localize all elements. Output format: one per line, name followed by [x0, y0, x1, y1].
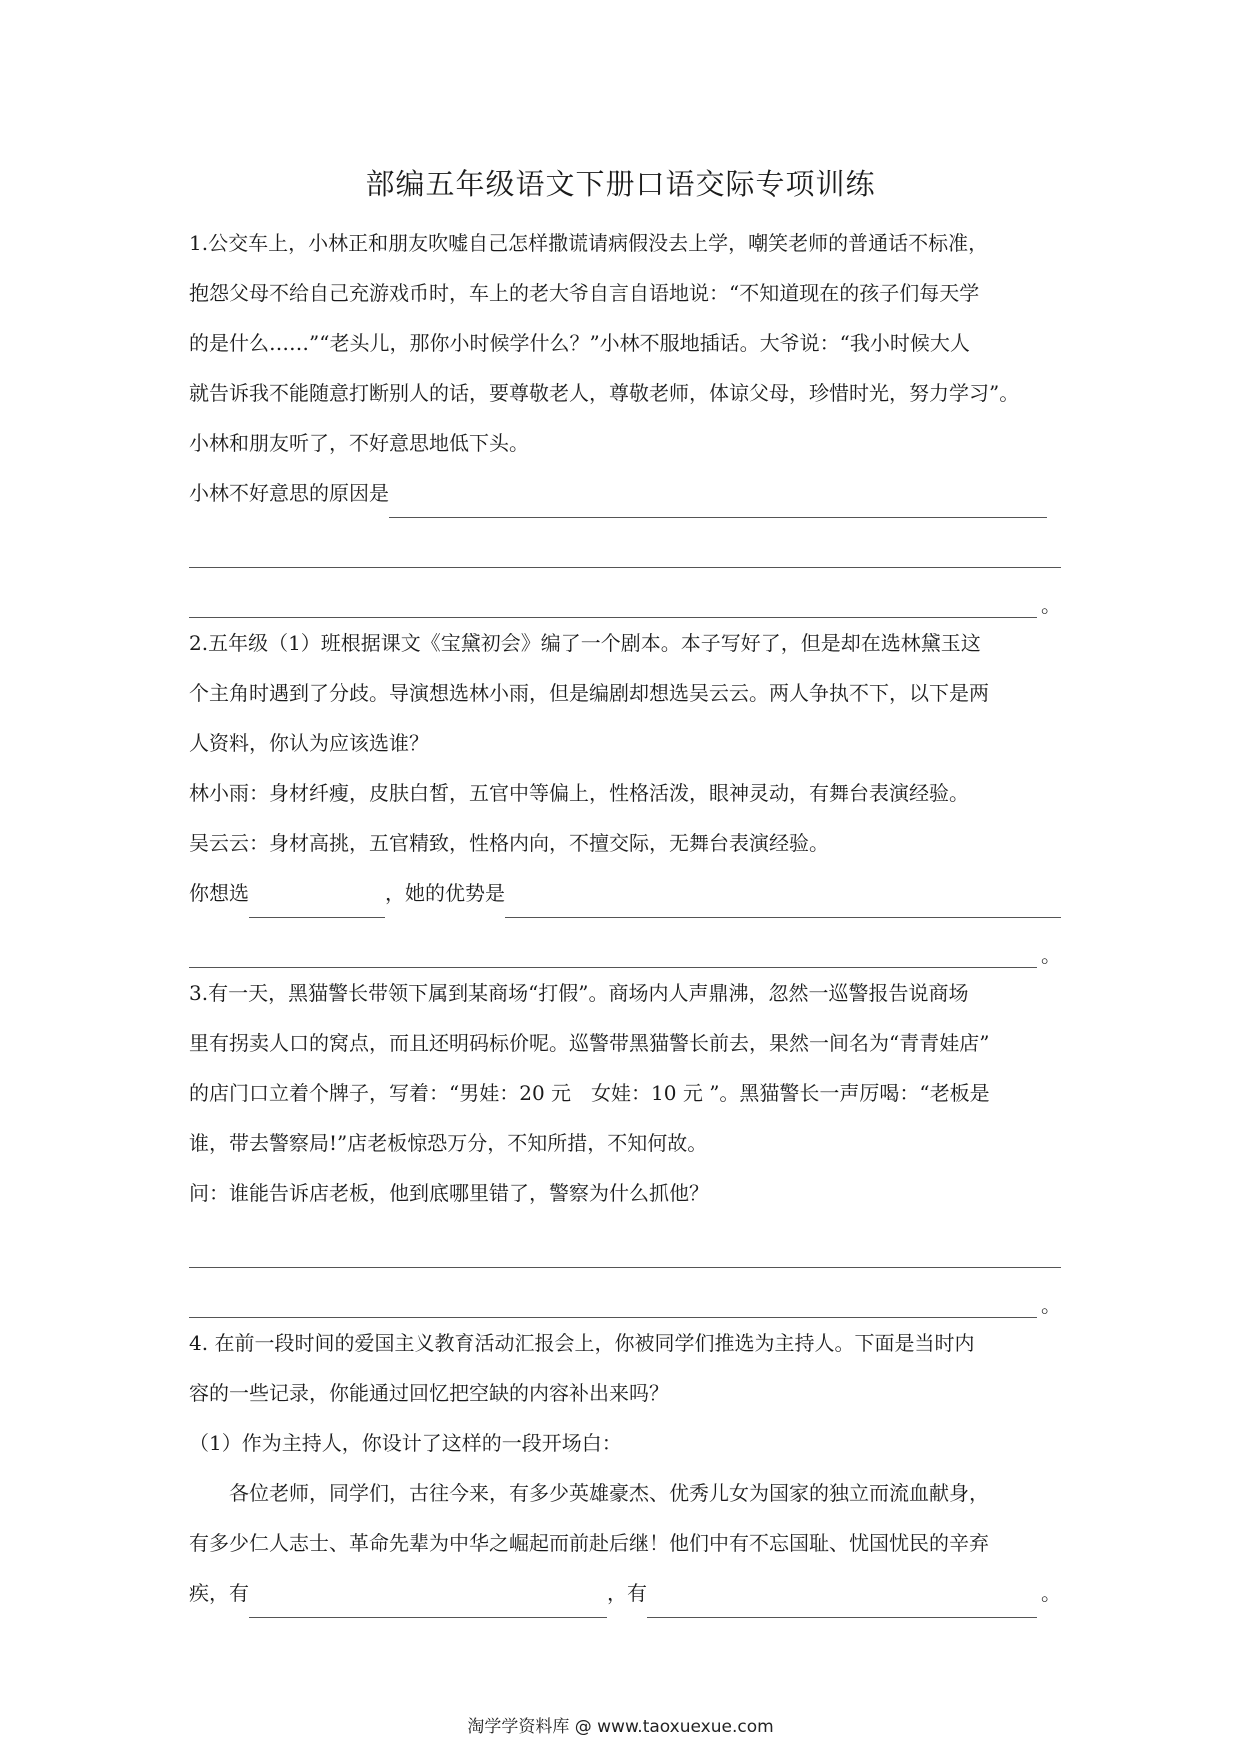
- answer-prompt: ，有: [607, 1581, 647, 1605]
- answer-prompt-line: [189, 868, 1061, 918]
- question-text-line: 4. 在前一段时间的爱国主义教育活动汇报会上，你被同学们推选为主持人。下面是当时内: [189, 1331, 975, 1355]
- answer-line: [189, 518, 1061, 568]
- question-3: [189, 968, 1061, 1318]
- answer-prompt: 你想选: [189, 881, 249, 905]
- question-text-line: 容的一些记录，你能通过回忆把空缺的内容补出来吗？: [189, 1381, 669, 1405]
- answer-blank[interactable]: [249, 881, 385, 918]
- answer-line: [189, 568, 1061, 618]
- question-text-line: 抱怨父母不给自己充游戏币时，车上的老大爷自言自语地说：“不知道现在的孩子们每天学: [189, 281, 980, 305]
- answer-prompt: ，她的优势是: [385, 881, 505, 905]
- answer-blank[interactable]: [189, 1231, 1061, 1268]
- question-text-line: 就告诉我不能随意打断别人的话，要尊敬老人，尊敬老师，体谅父母，珍惜时光，努力学习”。: [189, 381, 1020, 405]
- line-end-period: 。: [1041, 1293, 1061, 1317]
- answer-blank[interactable]: [189, 1281, 1037, 1318]
- question-1: [189, 218, 1061, 618]
- question-4: [189, 1318, 1061, 1618]
- question-text-line: 个主角时遇到了分歧。导演想选林小雨，但是编剧却想选吴云云。两人争执不下，以下是两: [189, 681, 989, 705]
- answer-blank[interactable]: [249, 1581, 607, 1618]
- page-title: 部编五年级语文下册口语交际专项训练: [365, 167, 876, 201]
- line-end-period: 。: [1041, 593, 1061, 617]
- answer-blank[interactable]: [505, 881, 1061, 918]
- opening-speech-line: 有多少仁人志士、革命先辈为中华之崛起而前赴后继！他们中有不忘国耻、忧国忧民的辛弃: [189, 1531, 989, 1555]
- candidate-info: 吴云云：身材高挑，五官精致，性格内向，不擅交际，无舞台表演经验。: [189, 831, 829, 855]
- answer-line: [189, 1268, 1061, 1318]
- question-prompt: 问：谁能告诉店老板，他到底哪里错了，警察为什么抓他？: [189, 1181, 709, 1205]
- answer-prompt: 疾，有: [189, 1581, 249, 1605]
- question-text-line: 小林和朋友听了，不好意思地低下头。: [189, 431, 529, 455]
- line-end-period: 。: [1041, 1581, 1061, 1605]
- answer-blank[interactable]: [189, 931, 1037, 968]
- question-text-line: 的店门口立着个牌子，写着：“男娃：20 元 女娃：10 元 ”。黑猫警长一声厉喝：“老板是: [189, 1081, 990, 1105]
- answer-blank[interactable]: [389, 481, 1047, 518]
- answer-line: [189, 918, 1061, 968]
- answer-blank[interactable]: [647, 1581, 1037, 1618]
- question-text-line: 2.五年级（1）班根据课文《宝黛初会》编了一个剧本。本子写好了，但是却在选林黛玉这: [189, 631, 981, 655]
- answer-line: [189, 1218, 1061, 1268]
- answer-blank[interactable]: [189, 531, 1061, 568]
- question-text-line: 3.有一天，黑猫警长带领下属到某商场“打假”。商场内人声鼎沸，忽然一巡警报告说商场: [189, 981, 969, 1005]
- candidate-info: 林小雨：身材纤瘦，皮肤白皙，五官中等偏上，性格活泼，眼神灵动，有舞台表演经验。: [189, 781, 969, 805]
- question-2: [189, 618, 1061, 968]
- worksheet-body: [189, 218, 1061, 1618]
- sub-question: （1）作为主持人，你设计了这样的一段开场白：: [189, 1431, 622, 1455]
- answer-prompt: 小林不好意思的原因是: [189, 481, 389, 505]
- question-text-line: 1.公交车上，小林正和朋友吹嘘自己怎样撒谎请病假没去上学，嘲笑老师的普通话不标准，: [189, 231, 989, 255]
- line-end-period: 。: [1041, 943, 1061, 967]
- question-text-line: 的是什么……”“老头儿，那你小时候学什么？”小林不服地插话。大爷说：“我小时候大人: [189, 331, 970, 355]
- question-text-line: 人资料，你认为应该选谁？: [189, 731, 429, 755]
- question-text-line: 谁，带去警察局!”店老板惊恐万分，不知所措，不知何故。: [189, 1131, 708, 1155]
- answer-prompt-line: [189, 468, 1061, 518]
- footer-watermark: 淘学学资料库 @ www.taoxuexue.com: [467, 1717, 774, 1737]
- answer-prompt-line: [189, 1568, 1061, 1618]
- answer-blank[interactable]: [189, 581, 1037, 618]
- opening-speech-line: 各位老师，同学们，古往今来，有多少英雄豪杰、优秀儿女为国家的独立而流血献身，: [229, 1481, 989, 1505]
- question-text-line: 里有拐卖人口的窝点，而且还明码标价呢。巡警带黑猫警长前去，果然一间名为“青青娃店”: [189, 1031, 990, 1055]
